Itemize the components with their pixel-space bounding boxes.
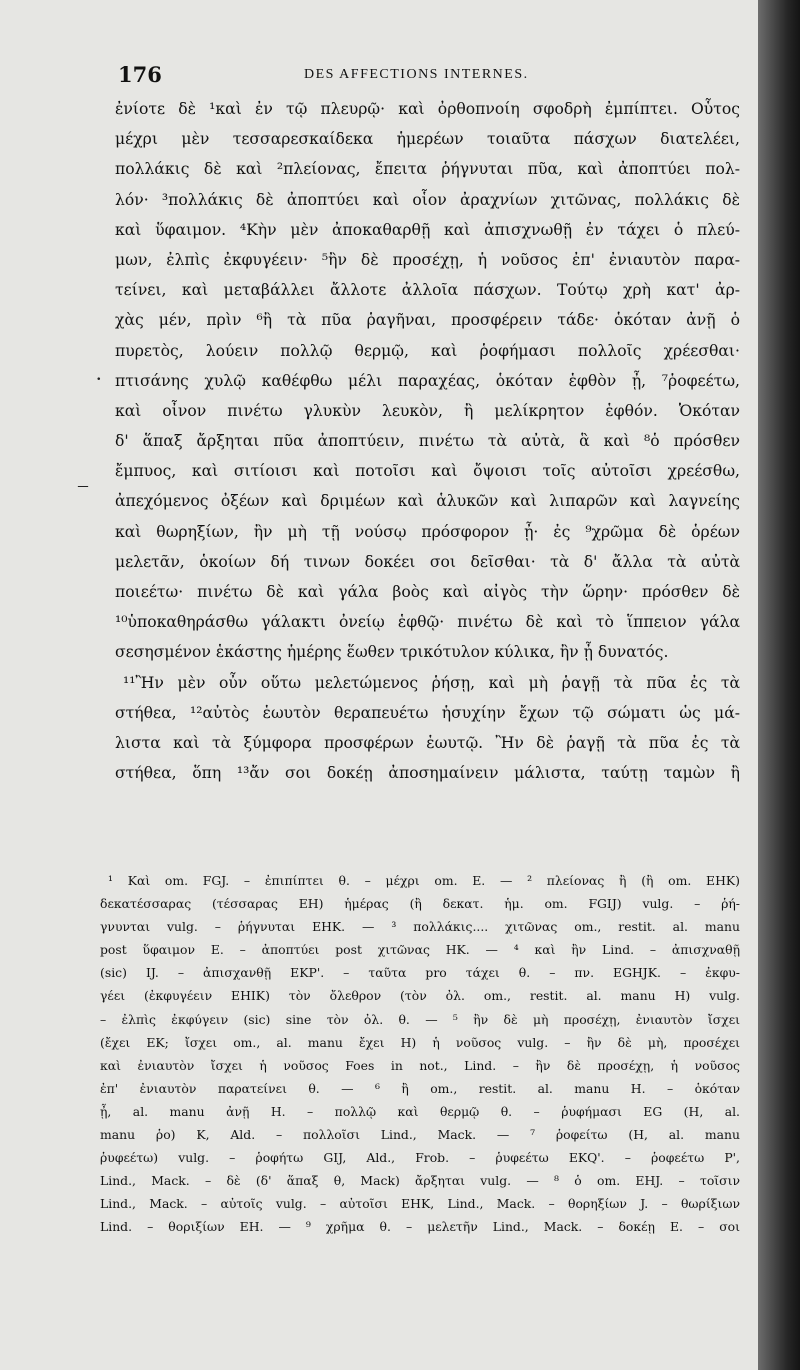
margin-dash: – <box>78 474 88 496</box>
text-line: λόν· ³πολλάκις δὲ ἀποπτύει καὶ οἷον ἀραχνίων χιτῶνας, πολλάκις δὲ <box>115 190 740 209</box>
text-line: πυρετὸς, λούειν πολλῷ θερμῷ, καὶ ῥοφήμασι πολλοῖς χρέεσθαι· <box>115 341 740 360</box>
text-line: στήθεα, ὅπη ¹³ἄν σοι δοκέῃ ἀποσημαίνειν μάλιστα, ταύτῃ ταμὼν ἢ <box>115 764 740 783</box>
text-line: μελετᾶν, ὁκοίων δή τινων δοκέει σοι δεῖσθαι· τὰ δ' ἄλλα τὰ αὐτὰ <box>115 552 740 571</box>
text-line: ἐνίοτε δὲ ¹καὶ ἐν τῷ πλευρῷ· καὶ ὀρθοπνοίη σφοδρὴ ἐμπίπτει. Οὗτος <box>115 100 740 118</box>
book-spine-shadow <box>758 0 800 1370</box>
footnote-line: post ὕφαιμον E. – ἀποπτύει post χιτῶνας HK. — ⁴ καὶ ἢν Lind. – ἀπισχναθῇ <box>100 942 740 958</box>
text-line: στήθεα, ¹²αὐτὸς ἑωυτὸν θεραπευέτω ἡσυχίην ἔχων τῷ σώματι ὡς μά- <box>115 703 740 722</box>
footnotes <box>100 869 740 1239</box>
footnote-line: Lind. – θοριξίων EH. — ⁹ χρῆμα θ. – μελετῆν Lind., Mack. – δοκέῃ E. – σοι <box>100 1219 740 1235</box>
footnote-line: Lind., Mack. – δὲ (δ' ἅπαξ θ, Mack) ἄρξηται vulg. — ⁸ ὁ om. EHJ. – τοῖσιν <box>100 1173 740 1189</box>
footnote-line: ᾖ, al. manu ἀνῇ H. – πολλῷ καὶ θερμῷ θ. – ῥυφήμασι EG (H, al. <box>100 1103 740 1119</box>
footnote-line: δεκατέσσαρας (τέσσαρας EH) ἡμέρας (ἢ δεκατ. ἡμ. om. FGIJ) vulg. – ῥή- <box>100 896 740 912</box>
text-line: λιστα καὶ τὰ ξύμφορα προσφέρων ἑωυτῷ. Ἢν δὲ ῥαγῇ τὰ πῦα ἐς τὰ <box>115 733 740 752</box>
text-line: καὶ ὕφαιμον. ⁴Κὴν μὲν ἀποκαθαρθῇ καὶ ἀπισχνωθῇ ἐν τάχει ὁ πλεύ- <box>115 220 740 239</box>
text-line: τείνει, καὶ μεταβάλλει ἄλλοτε ἀλλοῖα πάσχων. Τούτῳ χρὴ κατ' ἀρ- <box>115 281 740 300</box>
footnote-line: manu ῥο) K, Ald. – πολλοῖσι Lind., Mack. — ⁷ ῥοφείτω (H, al. manu <box>100 1127 740 1143</box>
footnote-line: Lind., Mack. – αὐτοῖς vulg. – αὐτοῖσι EHK, Lind., Mack. – θορηξίων J. – θωρίξιων <box>100 1196 740 1212</box>
footnote-line: γέει (ἐκφυγέειν EHIK) τὸν ὄλεθρον (τὸν ὀλ. om., restit. al. manu H) vulg. <box>100 988 740 1004</box>
footnote-line: (ἔχει EK; ἴσχει om., al. manu ἔχει H) ἡ νοῦσος vulg. – ἢν δὲ μὴ, προσέχει <box>100 1034 740 1050</box>
text-line: πτισάνης χυλῷ καθέφθω μέλι παραχέας, ὁκόταν ἑφθὸν ᾖ, ⁷ῥοφεέτω, <box>115 371 740 390</box>
page-header <box>118 62 738 88</box>
footnote-line: – ἐλπὶς ἐκφύγειν (sic) sine τὸν ὀλ. θ. — ⁵ ἢν δὲ μὴ προσέχῃ, ἐνιαυτὸν ἴσχει <box>100 1011 740 1027</box>
running-head: DES AFFECTIONS INTERNES. <box>304 67 529 82</box>
text-line: ἔμπυος, καὶ σιτίοισι καὶ ποτοῖσι καὶ ὄψοισι τοῖς αὐτοῖσι χρεέσθω, <box>115 462 740 481</box>
text-line: χὰς μέν, πρὶν ⁶ἢ τὰ πῦα ῥαγῆναι, προσφέρειν τάδε· ὁκόταν ἀνῇ ὁ <box>115 311 740 330</box>
text-line: μων, ἐλπὶς ἐκφυγέειν· ⁵ἢν δὲ προσέχῃ, ἡ νοῦσος ἐπ' ἐνιαυτὸν παρα- <box>115 250 740 269</box>
footnote-line: ἐπ' ἐνιαυτὸν παρατείνει θ. — ⁶ ἢ om., restit. al. manu H. – ὁκόταν <box>100 1080 740 1096</box>
main-text <box>115 94 740 788</box>
page-number: 176 <box>118 62 162 87</box>
text-line: σεσησμένον ἑκάστης ἡμέρης ἕωθεν τρικότυλον κύλικα, ἢν ᾖ δυνατός. <box>115 643 669 662</box>
footnote-line: ¹ Καὶ om. FGJ. – ἐπιπίπτει θ. – μέχρι om. E. — ² πλείονας ἢ (ἢ om. EHK) <box>108 873 740 888</box>
footnote-line: (sic) IJ. – ἀπισχανθῇ EKP'. – ταῦτα pro τάχει θ. – πν. EGHJK. – ἐκφυ- <box>100 965 740 981</box>
text-line: ἀπεχόμενος ὀξέων καὶ δριμέων καὶ ἁλυκῶν καὶ λιπαρῶν καὶ λαγνείης <box>115 492 740 511</box>
text-line: ποιεέτω· πινέτω δὲ καὶ γάλα βοὸς καὶ αἰγὸς τὴν ὥρην· πρόσθεν δὲ <box>115 583 740 601</box>
text-line: ¹¹Ἢν μὲν οὖν οὕτω μελετώμενος ῥήσῃ, καὶ μὴ ῥαγῇ τὰ πῦα ἐς τὰ <box>123 673 740 692</box>
footnote-line: ῥυφεέτω) vulg. – ῥοφήτω GIJ, Ald., Frob. – ῥυφεέτω EKQ'. – ῥοφεέτω P', <box>100 1150 740 1166</box>
margin-dot: . <box>96 360 102 385</box>
text-line: μέχρι μὲν τεσσαρεσκαίδεκα ἡμερέων τοιαῦτα πάσχων διατελέει, <box>115 130 740 149</box>
text-line: καὶ οἶνον πινέτω γλυκὺν λευκὸν, ἢ μελίκρητον ἑφθόν. Ὁκόταν <box>115 401 740 420</box>
text-line: πολλάκις δὲ καὶ ²πλείονας, ἔπειτα ῥήγνυται πῦα, καὶ ἀποπτύει πολ- <box>115 160 740 179</box>
text-line: ¹⁰ὑποκαθηράσθω γάλακτι ὀνείῳ ἑφθῷ· πινέτω δὲ καὶ τὸ ἵππειον γάλα <box>115 613 740 632</box>
text-line: καὶ θωρηξίων, ἢν μὴ τῇ νούσῳ πρόσφορον ᾖ· ἐς ⁹χρῶμα δὲ ὁρέων <box>115 522 740 541</box>
footnote-line: γνυνται vulg. – ῥήγνυται EHK. — ³ πολλάκις.... χιτῶνας om., restit. al. manu <box>100 919 740 935</box>
text-line: δ' ἅπαξ ἄρξηται πῦα ἀποπτύειν, πινέτω τὰ αὐτὰ, ἃ καὶ ⁸ὁ πρόσθεν <box>115 432 740 451</box>
footnote-line: καὶ ἐνιαυτὸν ἴσχει ἡ νοῦσος Foes in not., Lind. – ἢν δὲ προσέχῃ, ἡ νοῦσος <box>100 1057 740 1073</box>
